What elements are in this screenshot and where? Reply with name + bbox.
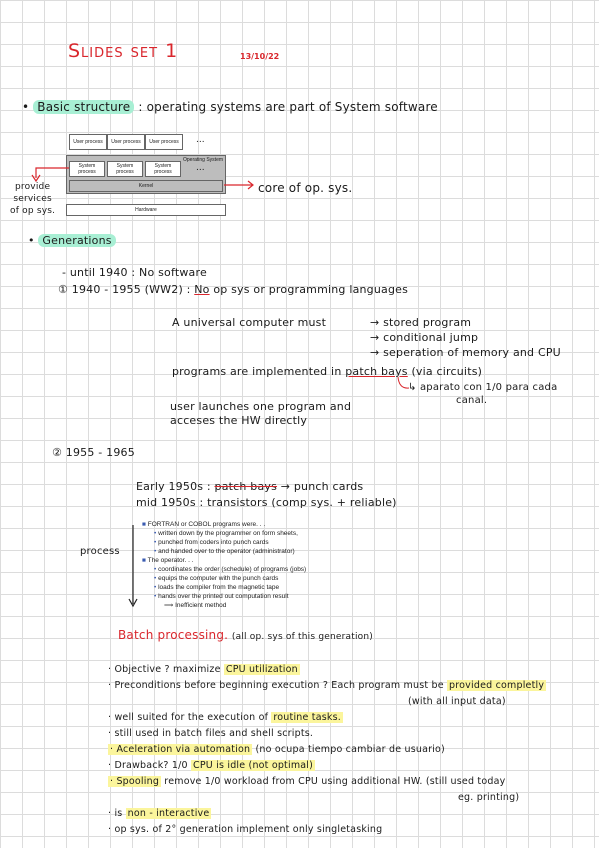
hardware-box: Hardware bbox=[66, 204, 226, 216]
page-date: 13/10/22 bbox=[240, 52, 280, 61]
generations-heading: Generations bbox=[38, 234, 115, 247]
system-process-box: System process bbox=[107, 161, 143, 177]
must-list bbox=[370, 315, 561, 360]
batch-item: · still used in batch files and shell scripts. bbox=[108, 728, 314, 739]
universal-computer: A universal computer must bbox=[172, 316, 327, 329]
user-launch-line: user launches one program and bbox=[170, 400, 352, 413]
page-title: Slides set 1 bbox=[68, 40, 179, 62]
user-process-box: User process bbox=[69, 134, 107, 150]
early-1950s bbox=[136, 480, 363, 493]
early-label: Early 1950s : bbox=[136, 480, 211, 493]
system-process-box: System process bbox=[145, 161, 181, 177]
os-label: Operating System bbox=[183, 157, 224, 163]
gen1-rest: op sys or programming languages bbox=[213, 283, 409, 296]
basic-structure-text: : operating systems are part of System software bbox=[138, 100, 438, 114]
user-process-box: User process bbox=[145, 134, 183, 150]
gen1-label: ① 1940 - 1955 (WW2) : bbox=[58, 283, 191, 296]
batch-item: eg. printing) bbox=[458, 792, 520, 803]
batch-item: · is non - interactive bbox=[108, 808, 210, 819]
process-label: process bbox=[80, 546, 120, 557]
slide-subitem: • coordinates the order (schedule) of programs (jobs) bbox=[154, 566, 307, 573]
must-item: → conditional jump bbox=[370, 331, 479, 344]
slide-subitem: • equips the computer with the punch cards bbox=[154, 575, 279, 582]
user-process-box: User process bbox=[107, 134, 145, 150]
services-note-line: services bbox=[13, 194, 52, 204]
batch-line bbox=[118, 628, 373, 642]
kernel-note: core of op. sys. bbox=[258, 181, 353, 195]
basic-structure-heading: Basic structure bbox=[33, 100, 134, 114]
bullet-dot: • bbox=[22, 100, 30, 114]
batch-item: (with all input data) bbox=[408, 696, 506, 707]
system-process-box: System process bbox=[69, 161, 105, 177]
basic-structure-line bbox=[22, 100, 438, 114]
early-punch: → punch cards bbox=[280, 480, 364, 493]
system-ellipsis: ... bbox=[196, 163, 205, 173]
bullet-dot: • bbox=[28, 234, 35, 247]
kernel-box: Kernel bbox=[69, 180, 223, 192]
slide-line: ■ FORTRAN or COBOL programs were. . . bbox=[142, 521, 266, 528]
batch-item: · Drawback? 1/0 CPU is idle (not optimal) bbox=[108, 760, 314, 771]
must-item: → stored program bbox=[370, 316, 472, 329]
slide-subitem: • written down by the programmer on form sheets, bbox=[154, 530, 298, 537]
patch-bays: patch bays bbox=[345, 365, 408, 378]
slide-subitem: • and handed over to the operator (administrator) bbox=[154, 548, 295, 555]
until-1940: - until 1940 : No software bbox=[62, 266, 207, 279]
batch-list bbox=[108, 662, 546, 838]
slide-subitem: ⟹ Inefficient method bbox=[164, 602, 227, 609]
batch-item: · Objective ? maximize CPU utilization bbox=[108, 664, 298, 675]
batch-item: · Spooling remove 1/0 workload from CPU using additional HW. (still used today bbox=[110, 776, 506, 787]
early-strike: patch bays bbox=[214, 480, 278, 493]
gen2-label: ② 1955 - 1965 bbox=[52, 446, 135, 459]
aparato-line: ↳ aparato con 1/0 para cada bbox=[408, 382, 558, 393]
via-circuits: (via circuits) bbox=[411, 365, 483, 378]
batch-item: · Aceleration via automation (no ocupa tiempo cambiar de usuario) bbox=[110, 744, 445, 755]
batch-sub: (all op. sys of this generation) bbox=[231, 632, 373, 642]
slide-subitem: • loads the compiler from the magnetic tape bbox=[154, 584, 280, 591]
gen1-no: No bbox=[194, 283, 210, 296]
services-note bbox=[10, 181, 55, 217]
slide-excerpt bbox=[142, 520, 306, 610]
user-ellipsis: ... bbox=[196, 135, 205, 145]
batch-item: · op sys. of 2° generation implement only singletasking bbox=[108, 824, 383, 835]
slide-subitem: • hands over the printed out computation result bbox=[154, 593, 289, 600]
user-launch-line: acceses the HW directly bbox=[170, 414, 308, 427]
slide-line: ■ The operator. . . bbox=[142, 557, 194, 564]
aparato-note bbox=[408, 381, 557, 407]
slide-subitem: • punched from coders into punch cards bbox=[154, 539, 269, 546]
batch-item: · Preconditions before beginning execution ? Each program must be provided completly bbox=[108, 680, 545, 691]
generations-line bbox=[28, 234, 116, 247]
user-launch bbox=[170, 400, 351, 428]
batch-item: · well suited for the execution of routine tasks. bbox=[108, 712, 341, 723]
services-note-line: provide bbox=[14, 182, 51, 192]
must-item: → seperation of memory and CPU bbox=[370, 346, 561, 359]
services-note-line: of op sys. bbox=[10, 206, 56, 216]
gen1-line bbox=[58, 283, 408, 296]
aparato-line: canal. bbox=[456, 395, 488, 406]
batch-heading: Batch processing. bbox=[118, 628, 229, 642]
mid-1950s: mid 1950s : transistors (comp sys. + reliable) bbox=[136, 496, 397, 509]
programs-line bbox=[172, 365, 482, 378]
programs-text: programs are implemented in bbox=[172, 365, 342, 378]
